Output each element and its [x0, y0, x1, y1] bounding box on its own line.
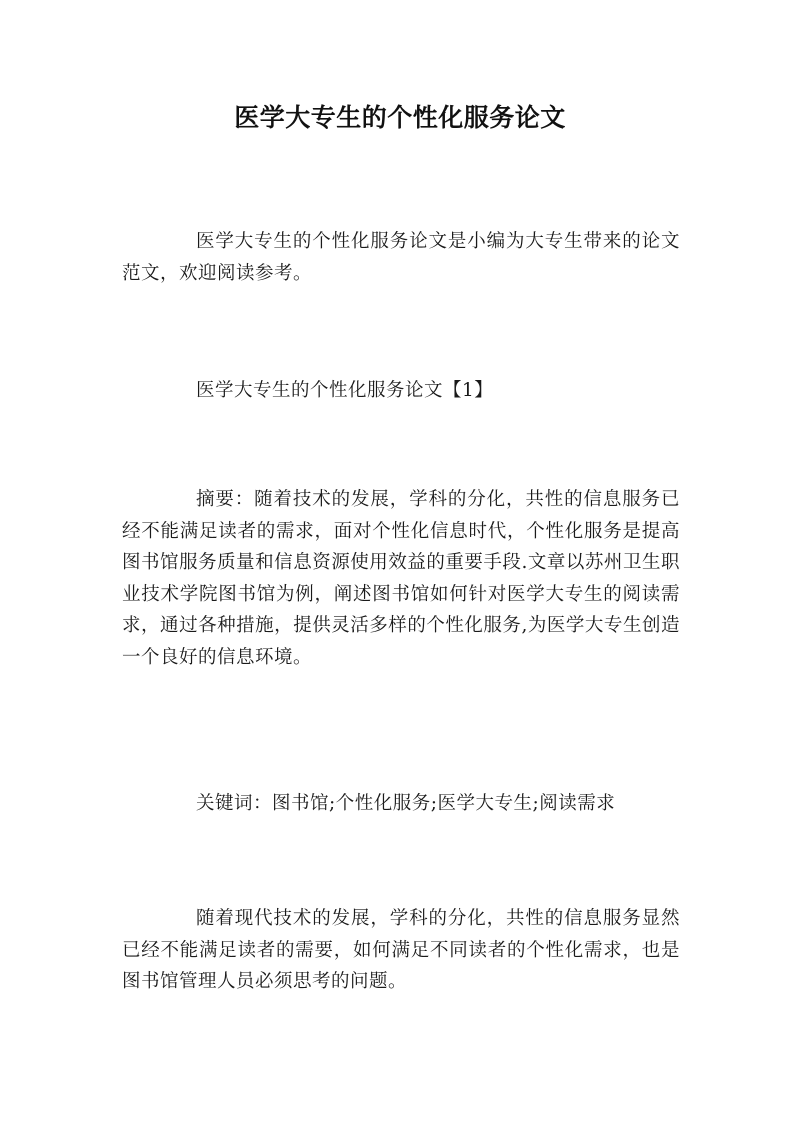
intro-paragraph: 医学大专生的个性化服务论文是小编为大专生带来的论文范文，欢迎阅读参考。	[122, 231, 680, 284]
section-heading: 医学大专生的个性化服务论文【1】	[196, 380, 494, 401]
keywords-paragraph: 关键词：图书馆;个性化服务;医学大专生;阅读需求	[196, 793, 616, 814]
document-title: 医学大专生的个性化服务论文	[234, 103, 566, 132]
body-paragraph: 随着现代技术的发展，学科的分化，共性的信息服务显然已经不能满足读者的需要，如何满足不同读者的个性化需求，也是图书馆管理人员必须思考的问题。	[122, 908, 680, 992]
abstract-paragraph: 摘要：随着技术的发展，学科的分化，共性的信息服务已经不能满足读者的需求，面对个性化信息时代，个性化服务是提高图书馆服务质量和信息资源使用效益的重要手段.文章以苏州卫生职业技术学院图书馆为例，阐述图书馆如何针对医学大专生的阅读需求，通过各种措施，提供灵活多样的个性化服务,为医学大专生创造一个良好的信息环境。	[122, 489, 680, 668]
